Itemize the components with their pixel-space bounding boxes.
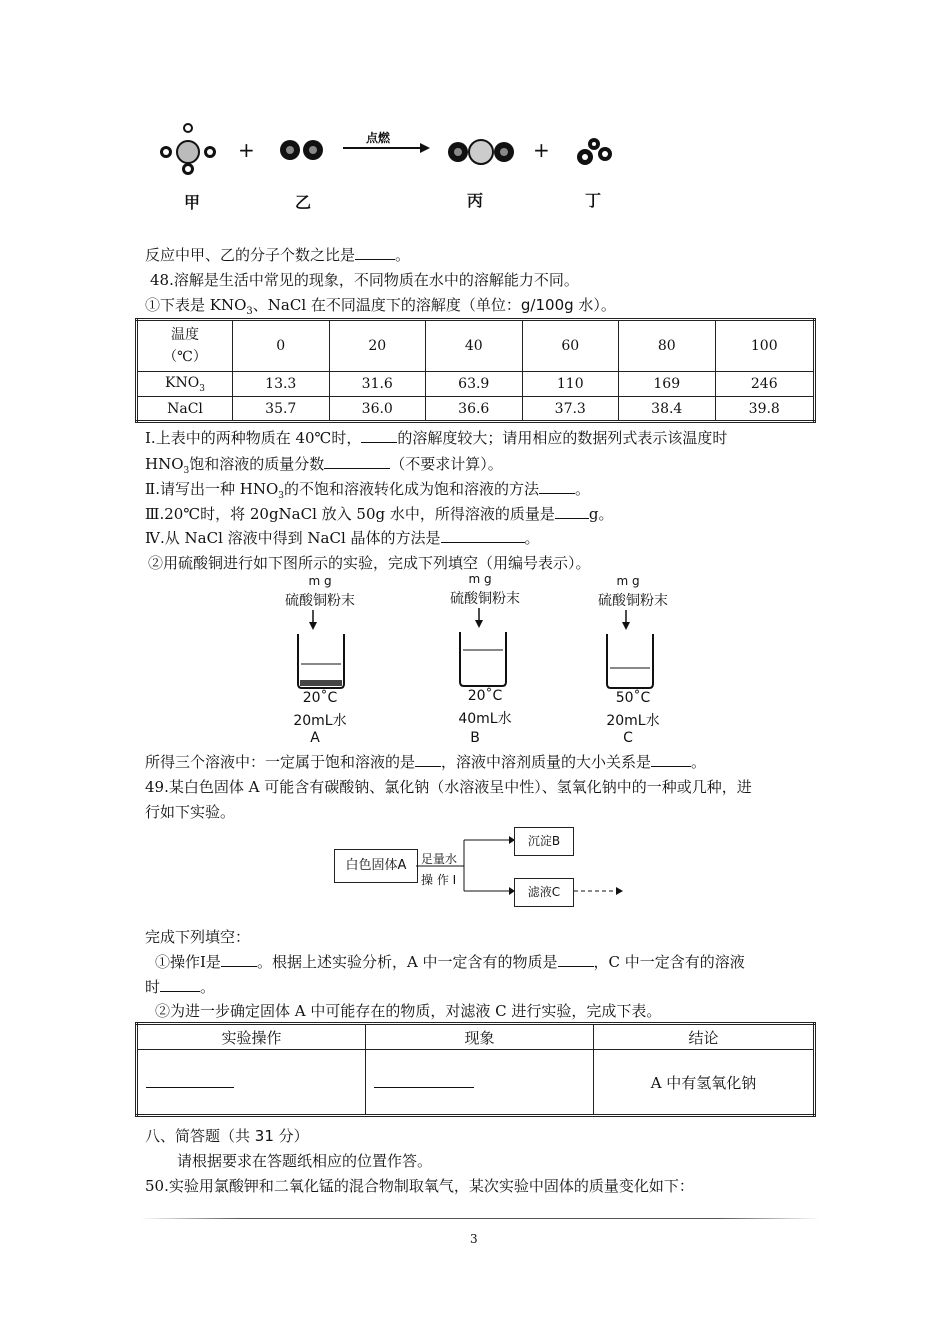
- powder-label: 硫酸铜粉末: [285, 593, 355, 609]
- beaker-group-a: [275, 574, 365, 749]
- plus-sign-2: +: [533, 138, 550, 162]
- flow-top-box: 沉淀B: [514, 827, 574, 856]
- beaker-id: A: [310, 730, 320, 746]
- molecule-bing: [448, 140, 514, 164]
- kno3-cell: 110: [522, 372, 619, 397]
- beaker-group-b: [435, 572, 535, 747]
- kno3-cell: 63.9: [426, 372, 523, 397]
- flow-op-label: 操 作 Ⅰ: [421, 873, 457, 887]
- beaker-b: [455, 608, 511, 688]
- nacl-cell: 39.8: [715, 397, 815, 422]
- nacl-cell: 36.0: [329, 397, 426, 422]
- molecule-jia: [160, 122, 216, 175]
- nacl-cell: 36.6: [426, 397, 523, 422]
- section-8-title: 八、简答题（共 31 分）: [145, 1127, 309, 1145]
- temp-cell: 0: [233, 320, 330, 372]
- conclusion-cell: A 中有氢氧化钠: [594, 1050, 815, 1116]
- temp-cell: 60: [522, 320, 619, 372]
- fill-part1-cont: 时 。: [145, 978, 216, 996]
- page-number: 3: [470, 1232, 478, 1246]
- question-48: 48.溶解是生活中常见的现象，不同物质在水中的溶解能力不同。: [150, 271, 579, 289]
- question-50: 50.实验用氯酸钾和二氧化锰的混合物制取氧气，某次实验中固体的质量变化如下：: [145, 1177, 694, 1195]
- question-i-cont: $HNO_3$饱和溶液的质量分数 （不要求计算）。: [145, 455, 503, 476]
- temp-cell: 40: [426, 320, 523, 372]
- label-jia: 甲: [184, 193, 201, 212]
- operation-blank: [137, 1050, 366, 1116]
- kno3-label: $KNO_3$: [137, 372, 233, 397]
- mass-label: m g: [468, 572, 492, 586]
- header-conclusion: 结论: [594, 1024, 815, 1050]
- question-48-part1: ①下表是 $KNO_3$、NaCl 在不同温度下的溶解度（单位：g/100g 水）。: [145, 296, 616, 317]
- result-question: 所得三个溶液中：一定属于饱和溶液的是 ，溶液中溶剂质量的大小关系是 。: [145, 753, 707, 771]
- beaker-a: [293, 610, 349, 690]
- flow-bottom-box: 滤液C: [514, 878, 574, 907]
- temp-label: 20˚C: [302, 690, 338, 706]
- mass-label: m g: [616, 574, 640, 588]
- temp-cell: 20: [329, 320, 426, 372]
- fill-part2: ②为进一步确定固体 A 中可能存在的物质，对滤液 C 进行实验，完成下表。: [155, 1002, 662, 1020]
- ratio-question: 反应中甲、乙的分子个数之比是 。: [145, 246, 411, 264]
- powder-label: 硫酸铜粉末: [598, 593, 668, 609]
- kno3-cell: 169: [619, 372, 716, 397]
- label-yi: 乙: [295, 193, 312, 212]
- powder-label: 硫酸铜粉末: [450, 591, 520, 607]
- temp-label: 20˚C: [467, 688, 503, 704]
- solubility-table: [135, 318, 816, 423]
- question-iii: Ⅲ.20℃时，将 20gNaCl 放入 50g 水中，所得溶液的质量是 g。: [145, 505, 614, 523]
- water-label: 40mL水: [458, 711, 512, 727]
- kno3-cell: 31.6: [329, 372, 426, 397]
- header-operation: 实验操作: [137, 1024, 366, 1050]
- nacl-cell: 38.4: [619, 397, 716, 422]
- section-8-instruction: 请根据要求在答题纸相应的位置作答。: [177, 1152, 433, 1170]
- water-label: 20mL水: [606, 713, 660, 729]
- flow-start-box: 白色固体A: [334, 849, 418, 883]
- water-label: 20mL水: [293, 713, 347, 729]
- question-49: 49.某白色固体 A 可能含有碳酸钠、氯化钠（水溶液呈中性）、氢氧化钠中的一种或几种，进: [145, 778, 752, 796]
- question-iv: Ⅳ.从 NaCl 溶液中得到 NaCl 晶体的方法是 。: [145, 529, 540, 547]
- question-48-part2: ②用硫酸铜进行如下图所示的实验，完成下列填空（用编号表示）。: [148, 554, 591, 572]
- footer-divider: [140, 1218, 820, 1219]
- temp-header: 温度 （℃）: [137, 320, 233, 372]
- beaker-id: B: [470, 730, 480, 746]
- plus-sign-1: +: [238, 138, 255, 162]
- nacl-cell: 35.7: [233, 397, 330, 422]
- fill-instruction: 完成下列填空：: [145, 928, 251, 946]
- question-i: Ⅰ.上表中的两种物质在 40℃时， 的溶解度较大；请用相应的数据列式表示该温度时: [145, 429, 728, 447]
- beaker-id: C: [623, 730, 633, 746]
- temp-cell: 100: [715, 320, 815, 372]
- label-bing: 丙: [467, 191, 484, 210]
- phenomenon-blank: [366, 1050, 594, 1116]
- molecule-yi: [280, 140, 323, 160]
- question-ii: Ⅱ.请写出一种 $HNO_3$的不饱和溶液转化成为饱和溶液的方法 。: [145, 480, 591, 501]
- kno3-cell: 246: [715, 372, 815, 397]
- reaction-condition: 点燃: [366, 131, 391, 145]
- label-ding: 丁: [585, 191, 602, 210]
- nacl-cell: 37.3: [522, 397, 619, 422]
- question-49-cont: 行如下实验。: [145, 803, 236, 821]
- experiment-table: [135, 1022, 816, 1117]
- beaker-c: [602, 610, 658, 690]
- temp-cell: 80: [619, 320, 716, 372]
- flow-water-label: 足量水: [421, 852, 458, 866]
- nacl-label: NaCl: [137, 397, 233, 422]
- reaction-diagram: [150, 112, 630, 212]
- kno3-cell: 13.3: [233, 372, 330, 397]
- fill-part1: ①操作Ⅰ是 。根据上述实验分析，A 中一定含有的物质是 ，C 中一定含有的溶液: [155, 953, 745, 971]
- header-phenomenon: 现象: [366, 1024, 594, 1050]
- blank: [355, 245, 395, 260]
- temp-label: 50˚C: [615, 690, 651, 706]
- beaker-group-c: [588, 574, 688, 749]
- molecule-ding: [577, 138, 612, 165]
- mass-label: m g: [308, 574, 332, 588]
